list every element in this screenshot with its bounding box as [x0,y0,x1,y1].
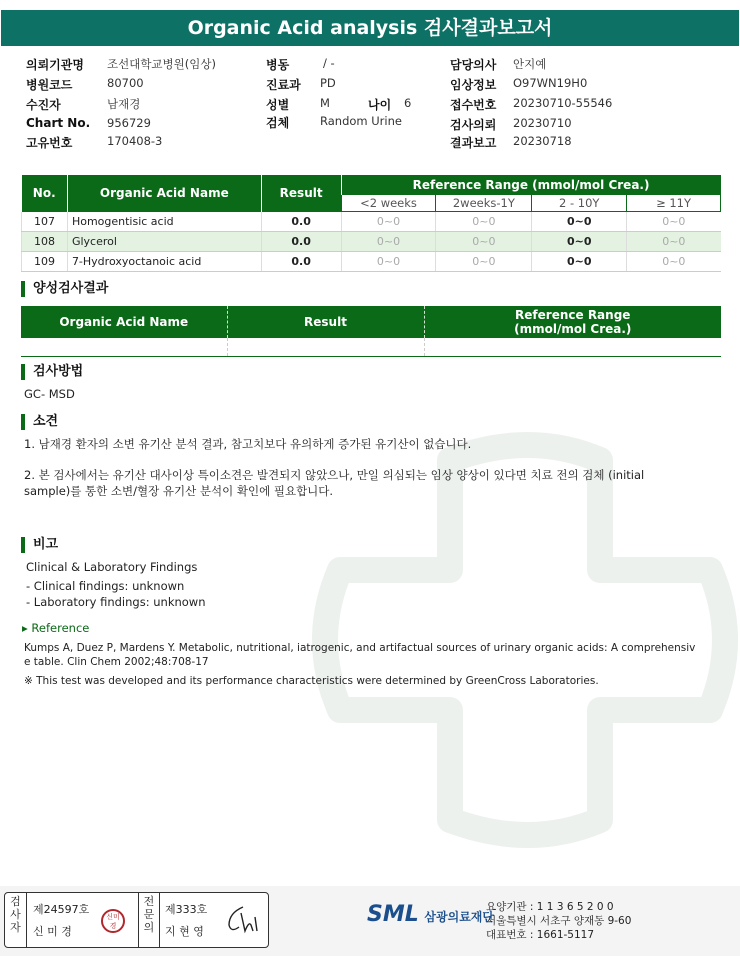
tester-seal [101,909,125,933]
value-request-date: 20230710 [513,116,572,130]
remarks-line-1: Clinical & Laboratory Findings [26,560,198,574]
cell-ref-1: 0~0 [341,212,436,232]
method-text: GC- MSD [24,387,75,401]
cell-result: 0.0 [261,212,341,232]
label-unique-no: 고유번호 [26,136,73,150]
table-row [22,252,721,272]
cell-name: Glycerol [67,232,261,252]
results-table [21,175,721,272]
section-title-positive: 양성검사결과 [21,281,108,297]
label-specialist-text: 전문의 [143,895,155,934]
label-tester [5,893,27,947]
label-patient: 수진자 [26,98,61,112]
cell-name: Homogentisic acid [67,212,261,232]
specialist-name: 지 현 영 [165,925,204,938]
cell-result: 0.0 [261,252,341,272]
section-title-remarks: 비고 [21,537,58,553]
seal-text: 신미경 [106,913,120,930]
logo-org-name: 삼광의료재단 [424,910,494,924]
opinion-paragraph-2a: 2. 본 검사에서는 유기산 대사이상 특이소견은 발견되지 않았으나, 만일 의심되는 임상 양상이 있다면 치료 전의 검체 (initial [24,468,645,482]
pos-header-result: Result [227,306,424,338]
reference-note: ※ This test was developed and its performance characteristics were determined by GreenCross Laboratories. [24,675,599,687]
value-department: PD [320,76,336,90]
label-department: 진료과 [266,78,301,92]
cell-ref-1: 0~0 [341,232,436,252]
pos-header-name: Organic Acid Name [21,306,227,338]
header-result: Result [261,175,341,212]
cell-no: 109 [22,252,68,272]
value-hospital-code: 80700 [107,76,144,90]
subheader-2-10y: 2 - 10Y [532,195,627,212]
remarks-line-2: - Clinical findings: unknown [26,579,185,593]
header-reference-range: Reference Range (mmol/mol Crea.) [341,175,720,195]
table-row [22,212,721,232]
cell-ref-2: 0~0 [436,232,532,252]
cell-ref-4: 0~0 [627,252,721,272]
positive-results-table [21,306,721,357]
org-code: 요양기관 : 1 1 3 6 5 2 0 0 [486,901,614,913]
cell-ref-3: 0~0 [532,232,627,252]
value-specimen: Random Urine [320,114,402,128]
cell-ref-2: 0~0 [436,252,532,272]
reference-line-2: e table. Clin Chem 2002;48:708-17 [24,656,209,668]
org-address: 서울특별시 서초구 양재동 9-60 [486,915,632,927]
cell-ref-1: 0~0 [341,252,436,272]
cell-name: 7-Hydroxyoctanoic acid [67,252,261,272]
label-institution: 의뢰기관명 [26,58,84,72]
label-sex: 성별 [266,98,290,112]
remarks-line-3: - Laboratory findings: unknown [26,595,206,609]
watermark-cross-logo [300,420,740,860]
subheader-11y-plus: ≥ 11Y [627,195,721,212]
label-age: 나이 [368,98,392,112]
value-age: 6 [404,96,412,110]
label-hospital-code: 병원코드 [26,78,73,92]
signature-box [4,892,269,948]
logo-sml: SML [367,902,419,927]
specialist-signature [223,903,263,937]
pos-header-ref-line1: Reference Range [515,308,631,322]
label-report-date: 결과보고 [450,136,497,150]
cell-ref-3: 0~0 [532,252,627,272]
value-ward: / - [323,56,335,70]
reference-title: ▸ Reference [22,621,90,635]
value-clinical-info: O97WN19H0 [513,76,588,90]
value-report-date: 20230718 [513,134,572,148]
table-row [22,232,721,252]
specialist-license-no: 제333호 [165,903,208,916]
subheader-2weeks-1y: 2weeks-1Y [436,195,532,212]
report-title: Organic Acid analysis 검사결과보고서 [1,10,739,46]
cell-ref-4: 0~0 [627,212,721,232]
value-sex: M [320,96,330,110]
label-chart-no: Chart No. [26,116,91,130]
org-info [486,900,631,942]
pos-header-ref [424,306,721,338]
value-patient: 남재경 [107,97,141,111]
label-ward: 병동 [266,58,290,72]
label-clinical-info: 임상정보 [450,78,497,92]
cell-result: 0.0 [261,232,341,252]
tester-license-no: 제24597호 [33,903,90,916]
label-doctor: 담당의사 [450,58,497,72]
tester-name: 신 미 경 [33,925,72,938]
org-phone: 대표번호 : 1661-5117 [486,929,595,941]
cell-ref-3: 0~0 [532,212,627,232]
label-receipt-no: 접수번호 [450,98,497,112]
value-chart-no: 956729 [107,116,151,130]
cell-no: 108 [22,232,68,252]
cell-no: 107 [22,212,68,232]
table-row [21,338,721,357]
value-receipt-no: 20230710-55546 [513,96,613,110]
value-institution: 조선대학교병원(임상) [107,57,216,71]
section-title-method: 검사방법 [21,364,83,380]
value-unique-no: 170408-3 [107,134,163,148]
header-no: No. [22,175,68,212]
section-title-opinion: 소견 [21,414,58,430]
cell-ref-4: 0~0 [627,232,721,252]
org-logo [367,902,494,927]
cell-ref-2: 0~0 [436,212,532,232]
opinion-paragraph-2b: sample)를 통한 소변/혈장 유기산 분석이 확인에 필요합니다. [24,484,334,498]
header-name: Organic Acid Name [67,175,261,212]
label-tester-text: 검사자 [10,895,21,934]
label-request-date: 검사의뢰 [450,118,497,132]
opinion-paragraph-1: 1. 남재경 환자의 소변 유기산 분석 결과, 참고치보다 유의하게 증가된 유기산이 없습니다. [24,437,472,451]
reference-line-1: Kumps A, Duez P, Mardens Y. Metabolic, nutritional, iatrogenic, and artifactual sources of urinary organic acids: A comprehensiv [24,642,696,654]
label-specialist [138,893,160,947]
subheader-under-2-weeks: <2 weeks [341,195,436,212]
pos-header-ref-line2: (mmol/mol Crea.) [514,322,632,336]
value-doctor: 안지예 [513,57,547,71]
label-specimen: 검체 [266,116,290,130]
